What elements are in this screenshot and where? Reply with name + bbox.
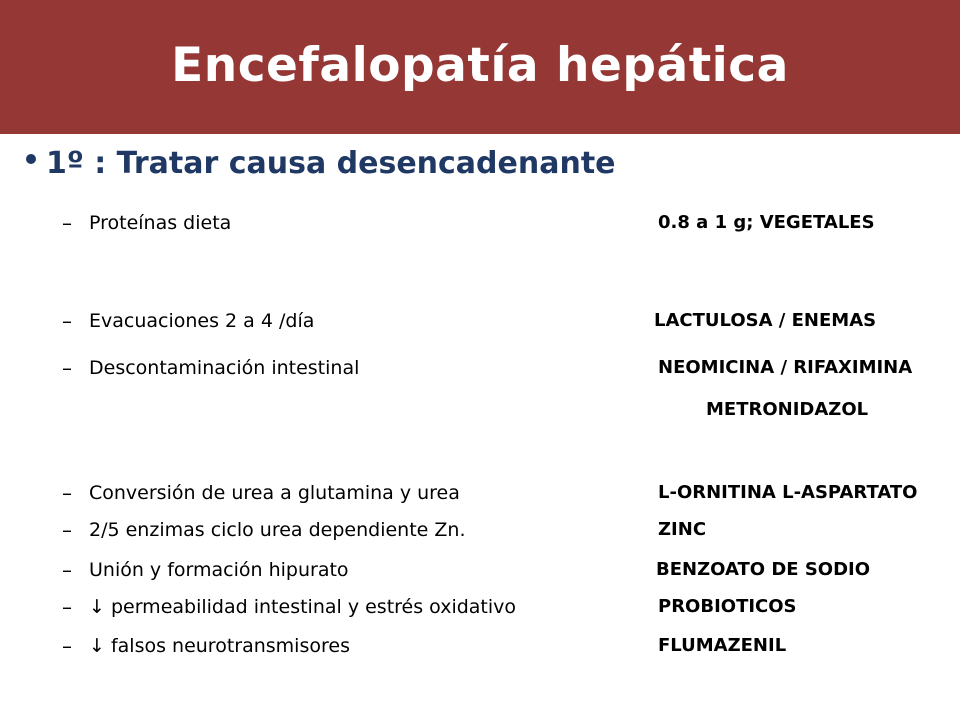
item-treatment: ZINC xyxy=(658,519,707,540)
list-item-descontaminacion xyxy=(62,353,960,383)
slide-title: Encefalopatía hepática xyxy=(171,38,789,93)
item-treatment: 0.8 a 1 g; VEGETALES xyxy=(658,212,875,233)
item-treatment-secondary: METRONIDAZOL xyxy=(706,399,869,420)
item-label: Evacuaciones 2 a 4 /día xyxy=(89,310,315,332)
item-treatment: BENZOATO DE SODIO xyxy=(656,559,871,580)
item-treatment: FLUMAZENIL xyxy=(658,635,787,656)
list-item-enzimas-zn xyxy=(62,515,960,545)
dash-marker: – xyxy=(62,481,72,505)
list-item-evacuaciones xyxy=(62,306,960,336)
dash-marker: – xyxy=(62,518,72,542)
list-item-descontaminacion-cont xyxy=(62,395,960,425)
title-bar xyxy=(0,0,960,134)
item-label: Descontaminación intestinal xyxy=(89,357,360,379)
dash-marker: – xyxy=(62,211,72,235)
dash-marker: – xyxy=(62,309,72,333)
list-item-permeabilidad xyxy=(62,592,960,622)
item-label: 2/5 enzimas ciclo urea dependiente Zn. xyxy=(89,519,466,541)
item-treatment: PROBIOTICOS xyxy=(658,596,797,617)
item-label: Proteínas dieta xyxy=(89,212,232,234)
list-item-proteinas xyxy=(62,208,960,238)
list-item-conversion-urea xyxy=(62,478,960,508)
item-treatment: NEOMICINA / RIFAXIMINA xyxy=(658,357,913,378)
dash-marker: – xyxy=(62,595,72,619)
bullet-dot-icon xyxy=(26,154,36,164)
main-bullet-text: 1º : Tratar causa desencadenante xyxy=(46,146,616,181)
dash-marker: – xyxy=(62,356,72,380)
item-label: Conversión de urea a glutamina y urea xyxy=(89,482,460,504)
item-treatment: L-ORNITINA L-ASPARTATO xyxy=(658,482,918,503)
item-label: ↓ permeabilidad intestinal y estrés oxidativo xyxy=(89,596,517,618)
item-treatment: LACTULOSA / ENEMAS xyxy=(654,310,877,331)
dash-marker: – xyxy=(62,558,72,582)
item-label: ↓ falsos neurotransmisores xyxy=(89,635,350,657)
dash-marker: – xyxy=(62,634,72,658)
list-item-hipurato xyxy=(62,555,960,585)
list-item-neurotransmisores xyxy=(62,631,960,661)
item-label: Unión y formación hipurato xyxy=(89,559,349,581)
